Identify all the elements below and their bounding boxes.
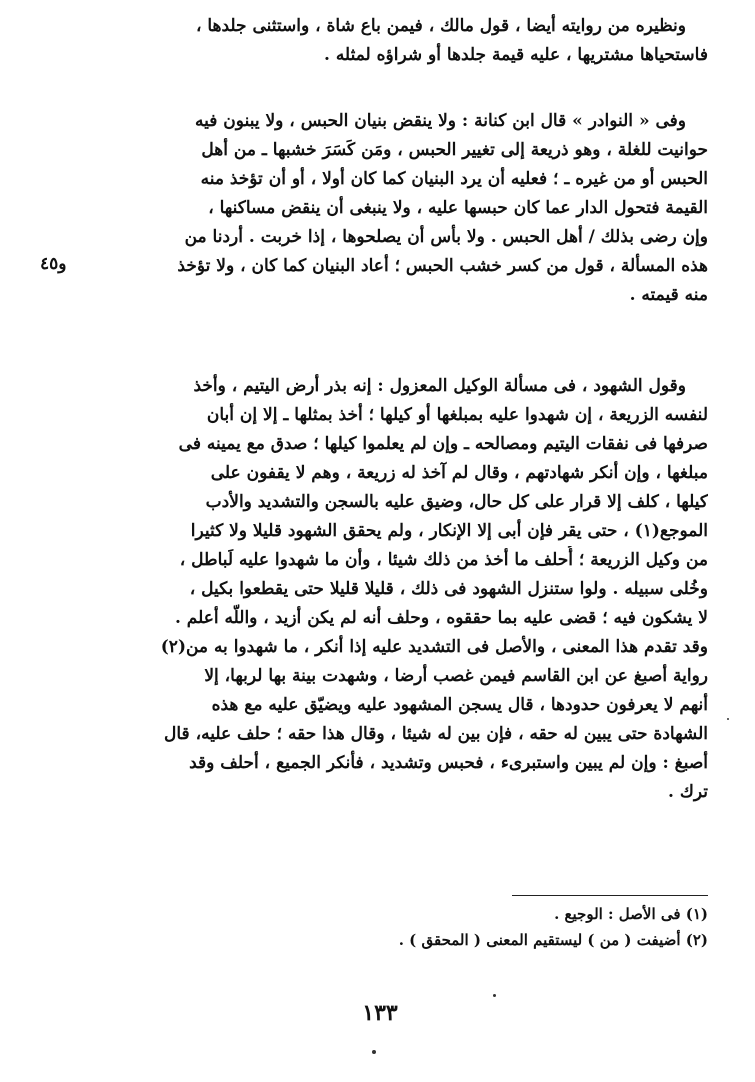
paragraph-3 (96, 372, 708, 807)
text-line: الحبس أو من غيره ـ ؛ فعليه أن يرد البنيان كما كان أولا ، أو أن تؤخذ منه (200, 169, 708, 189)
text-line: أنهم لا يعرفون حدودها ، قال يسجن المشهود عليه ويضيّق عليه مع هذه (211, 695, 708, 715)
text-line: القيمة فتحول الدار عما كان حبسها عليه ، ولا ينبغى أن ينقض مساكنها ، (208, 198, 708, 218)
text-line: كيلها ، كلف إلا قرار على كل حال، وضيق عليه بالسجن والتشديد والأدب (205, 492, 708, 512)
text-line: وإن رضى بذلك / أهل الحبس . ولا بأس أن يصلحوها ، إذا خربت . أردنا من (184, 227, 708, 247)
text-line: الموجع(١) ، حتى يقر فإن أبى إلا الإنكار ، ولم يحقق الشهود قليلا ولا كثيرا (190, 521, 708, 541)
text-line: حوانيت للغلة ، وهو ذريعة إلى تغيير الحبس ، ومَن كَسَرَ خشبها ـ من أهل (201, 140, 708, 160)
text-line: وقول الشهود ، فى مسألة الوكيل المعزول : إنه بذر أرض اليتيم ، وأخذ (193, 376, 686, 396)
text-line: فاستحياها مشتريها ، عليه قيمة جلدها أو شراؤه لمثله . (323, 45, 708, 65)
footnote-separator (512, 895, 708, 896)
paragraph-2 (96, 107, 708, 310)
text-line: وقد تقدم هذا المعنى ، والأصل فى التشديد عليه إذا أنكر ، ما شهدوا به من(٢) (160, 637, 708, 657)
page-number: ١٣٣ (362, 1000, 398, 1026)
text-line: الشهادة حتى يبين له حقه ، فإن بين له شيئا ، وقال هذا حقه ؛ حلف عليه، قال (164, 724, 708, 744)
paragraph-1 (96, 12, 708, 70)
text-line: منه قيمته . (629, 285, 708, 305)
text-line: هذه المسألة ، قول من كسر خشب الحبس ؛ أعاد البنيان كما كان ، ولا تؤخذ (177, 256, 708, 276)
text-line: ترك . (668, 782, 708, 802)
text-line: ونظيره من روايته أيضا ، قول مالك ، فيمن باع شاة ، واستثنى جلدها ، (195, 16, 686, 36)
margin-folio-note: و٤٥ (40, 254, 67, 274)
text-line: أصبغ : وإن لم يبين واستبرىء ، فحبس وتشديد ، فأنكر الجميع ، أحلف وقد (189, 753, 708, 773)
footnotes (250, 901, 708, 953)
text-line: صرفها فى نفقات اليتيم ومصالحه ـ وإن لم يعلموا كيلها ؛ صدق مع يمينه فى (178, 434, 708, 454)
text-line: لنفسه الزريعة ، إن شهدوا عليه بمبلغها أو كيلها ؛ أخذ بمثلها ـ إلا إن أبان (206, 405, 708, 425)
scan-speck (727, 718, 729, 720)
text-line: وفى « النوادر » قال ابن كنانة : ولا ينقض بنيان الحبس ، ولا يبنون فيه (195, 111, 686, 131)
scan-speck (372, 1050, 376, 1054)
text-line: مبلغها ، وإن أنكر شهادتهم ، وقال لم آخذ له زريعة ، وهم لا يقفون على (210, 463, 708, 483)
footnote-2: (٢) أضيفت ( من ) ليستقيم المعنى ( المحقق ) . (398, 931, 708, 949)
footnote-1: (١) فى الأصل : الوجيع . (554, 905, 708, 923)
text-line: رواية أصبغ عن ابن القاسم فيمن غصب أرضا ، وشهدت بينة بها لربها، إلا (204, 666, 708, 686)
text-line: لا يشكون فيه ؛ قضى عليه بما حققوه ، وحلف أنه لم يكن أزيد ، واللّه أعلم . (174, 608, 708, 628)
scan-speck (493, 994, 496, 997)
text-line: وخُلى سبيله . ولوا ستنزل الشهود فى ذلك ، قليلا قليلا حتى يقطعوا بكيل ، (189, 579, 708, 599)
text-line: من وكيل الزريعة ؛ أُحلف ما أخذ من ذلك شيئا ، وأن ما شهدوا عليه لَباطل ، (179, 550, 708, 570)
